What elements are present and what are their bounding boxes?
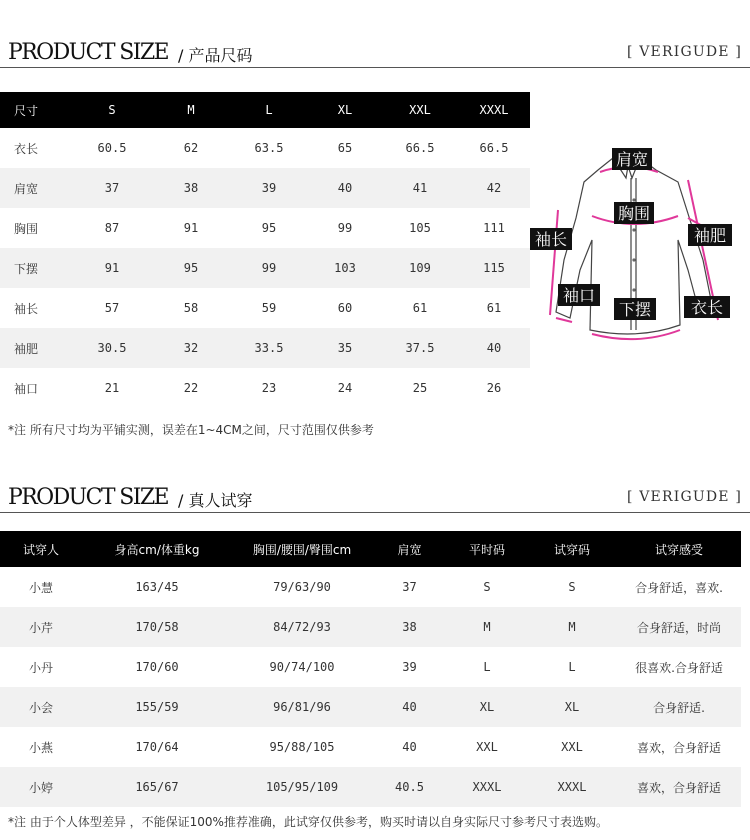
table-row <box>0 288 530 328</box>
table-cell: 40 <box>372 687 447 727</box>
label-text: 肩宽 <box>615 150 649 169</box>
row-label: 衣长 <box>14 141 39 156</box>
label-text: 下摆 <box>618 300 652 319</box>
shirt-measurement-diagram <box>528 140 750 350</box>
table-cell: 91 <box>183 221 199 235</box>
table-cell: 25 <box>412 381 428 395</box>
row-label: 袖口 <box>14 381 39 396</box>
row-label: 小燕 <box>28 740 53 755</box>
table-row <box>0 128 530 168</box>
table-row <box>0 607 741 647</box>
table-cell: 96/81/96 <box>232 687 372 727</box>
table-cell: 33.5 <box>230 328 308 368</box>
column-header: 试穿感受 <box>617 531 741 567</box>
column-header: 肩宽 <box>372 531 447 567</box>
table-cell: 66.5 <box>479 141 509 155</box>
table-cell: 22 <box>183 381 199 395</box>
tryon-note: *注 由于个人体型差异 ，不能保证100%推荐准确，此试穿仅供参考，购买时请以自身实际尺寸参考尺寸表选购。 <box>8 815 608 829</box>
section-title-zh: / 真人试穿 <box>178 491 253 510</box>
table-cell: L <box>483 660 491 674</box>
table-cell: 58 <box>183 301 199 315</box>
label-text: 胸围 <box>617 204 651 223</box>
table-cell: XXL <box>476 740 498 754</box>
table-row <box>0 567 741 607</box>
table-cell: 90/74/100 <box>269 660 335 674</box>
column-header: XXL <box>382 92 458 128</box>
table-row <box>0 767 741 807</box>
table-cell: XXL <box>561 740 583 754</box>
label-text: 袖口 <box>562 286 596 305</box>
table-cell: 37 <box>402 580 417 594</box>
table-cell: XXXL <box>447 767 527 807</box>
column-header: 试穿人 <box>0 531 82 567</box>
table-cell: 84/72/93 <box>232 607 372 647</box>
column-header: XXXL <box>458 92 530 128</box>
table-cell: 37 <box>72 168 152 208</box>
table-cell: 60.5 <box>97 141 127 155</box>
table-cell: 35 <box>308 328 382 368</box>
label-hem <box>614 298 656 320</box>
column-header: 试穿码 <box>527 531 617 567</box>
label-text: 袖长 <box>534 230 568 249</box>
table-row <box>0 208 530 248</box>
table-cell: 63.5 <box>254 141 284 155</box>
table-cell: 163/45 <box>135 580 179 594</box>
table-cell: 79/63/90 <box>273 580 331 594</box>
table-cell: L <box>568 660 576 674</box>
label-text: 袖肥 <box>693 226 727 245</box>
table-row <box>0 727 741 767</box>
table-cell: 30.5 <box>72 328 152 368</box>
table-row <box>0 647 741 687</box>
table-cell: 62 <box>183 141 199 155</box>
tryon-table-header <box>0 531 741 567</box>
table-cell: 喜欢，合身舒适 <box>617 767 741 807</box>
table-cell: 61 <box>412 301 428 315</box>
section-title-zh: / 产品尺码 <box>178 46 253 65</box>
section-title-en: PRODUCT SIZE <box>8 485 168 510</box>
label-length <box>684 296 730 318</box>
table-row <box>0 168 530 208</box>
row-label: 小丹 <box>28 660 53 675</box>
table-cell: M <box>527 607 617 647</box>
label-cuff <box>558 284 600 306</box>
column-header: M <box>152 92 230 128</box>
table-cell: 95 <box>261 221 277 235</box>
table-cell: 很喜欢.合身舒适 <box>635 660 723 675</box>
table-cell: 合身舒适，时尚 <box>617 607 741 647</box>
table-cell: 60 <box>337 301 353 315</box>
label-chest <box>614 202 654 224</box>
table-cell: 32 <box>152 328 230 368</box>
table-row <box>0 687 741 727</box>
column-header: L <box>230 92 308 128</box>
section-title-en: PRODUCT SIZE <box>8 40 168 65</box>
table-cell: XL <box>527 687 617 727</box>
table-cell: 41 <box>382 168 458 208</box>
table-cell: 26 <box>486 381 502 395</box>
table-cell: 115 <box>458 248 530 288</box>
table-cell: 合身舒适. <box>617 687 741 727</box>
table-cell: 105/95/109 <box>232 767 372 807</box>
table-cell: 59 <box>261 301 277 315</box>
tryon-table <box>0 531 741 807</box>
row-label: 小慧 <box>28 580 53 595</box>
table-row <box>0 248 530 288</box>
row-label: 胸围 <box>14 221 39 236</box>
column-header: 尺寸 <box>0 92 72 128</box>
size-table <box>0 92 530 408</box>
table-cell: 155/59 <box>82 687 232 727</box>
label-shoulder <box>612 148 652 170</box>
label-text: 衣长 <box>690 298 724 317</box>
table-cell: XL <box>447 687 527 727</box>
table-cell: 42 <box>458 168 530 208</box>
row-label: 小芹 <box>0 607 82 647</box>
brand-tag: [ VERIGUDE ] <box>626 489 742 505</box>
size-note: *注 所有尺寸均为平铺实测，误差在1~4CM之间，尺寸范围仅供参考 <box>8 423 374 437</box>
row-label: 小婷 <box>0 767 82 807</box>
table-cell: 170/60 <box>135 660 179 674</box>
row-label: 袖长 <box>14 301 39 316</box>
row-label: 小会 <box>0 687 82 727</box>
table-cell: 109 <box>382 248 458 288</box>
label-sleeve-length <box>530 228 572 250</box>
size-table-header <box>0 92 530 128</box>
table-cell: 37.5 <box>382 328 458 368</box>
table-cell: 95 <box>152 248 230 288</box>
column-header: 平时码 <box>447 531 527 567</box>
table-row <box>0 368 530 408</box>
table-cell: 23 <box>261 381 277 395</box>
table-cell: 24 <box>337 381 353 395</box>
column-header: S <box>72 92 152 128</box>
table-cell: 103 <box>308 248 382 288</box>
table-cell: 57 <box>104 301 120 315</box>
table-cell: S <box>568 580 576 594</box>
table-cell: 105 <box>409 221 431 235</box>
table-cell: 99 <box>337 221 353 235</box>
column-header: 胸围/腰围/臀围cm <box>232 531 372 567</box>
table-cell: 95/88/105 <box>269 740 335 754</box>
section-divider <box>0 512 750 513</box>
table-cell: 99 <box>230 248 308 288</box>
table-cell: 91 <box>72 248 152 288</box>
label-sleeve-width <box>688 224 732 246</box>
table-cell: 66.5 <box>405 141 435 155</box>
brand-tag: [ VERIGUDE ] <box>626 44 742 60</box>
section-divider <box>0 67 750 68</box>
row-label: 袖肥 <box>0 328 72 368</box>
table-cell: 39 <box>402 660 417 674</box>
table-cell: 合身舒适，喜欢. <box>635 580 723 595</box>
table-cell: 40 <box>458 328 530 368</box>
table-cell: 111 <box>483 221 505 235</box>
table-cell: 170/64 <box>135 740 179 754</box>
table-cell: 38 <box>372 607 447 647</box>
table-cell: 87 <box>104 221 120 235</box>
table-cell: 65 <box>337 141 353 155</box>
table-row <box>0 328 530 368</box>
table-cell: 170/58 <box>82 607 232 647</box>
table-cell: 165/67 <box>82 767 232 807</box>
table-cell: 39 <box>230 168 308 208</box>
table-cell: M <box>447 607 527 647</box>
table-cell: 40.5 <box>372 767 447 807</box>
table-cell: 38 <box>152 168 230 208</box>
column-header: XL <box>308 92 382 128</box>
table-cell: S <box>483 580 491 594</box>
table-cell: 喜欢，合身舒适 <box>636 740 721 755</box>
row-label: 下摆 <box>0 248 72 288</box>
column-header: 身高cm/体重kg <box>82 531 232 567</box>
row-label: 肩宽 <box>0 168 72 208</box>
table-cell: 40 <box>308 168 382 208</box>
table-cell: XXXL <box>527 767 617 807</box>
table-cell: 21 <box>104 381 120 395</box>
table-cell: 40 <box>402 740 417 754</box>
table-cell: 61 <box>486 301 502 315</box>
